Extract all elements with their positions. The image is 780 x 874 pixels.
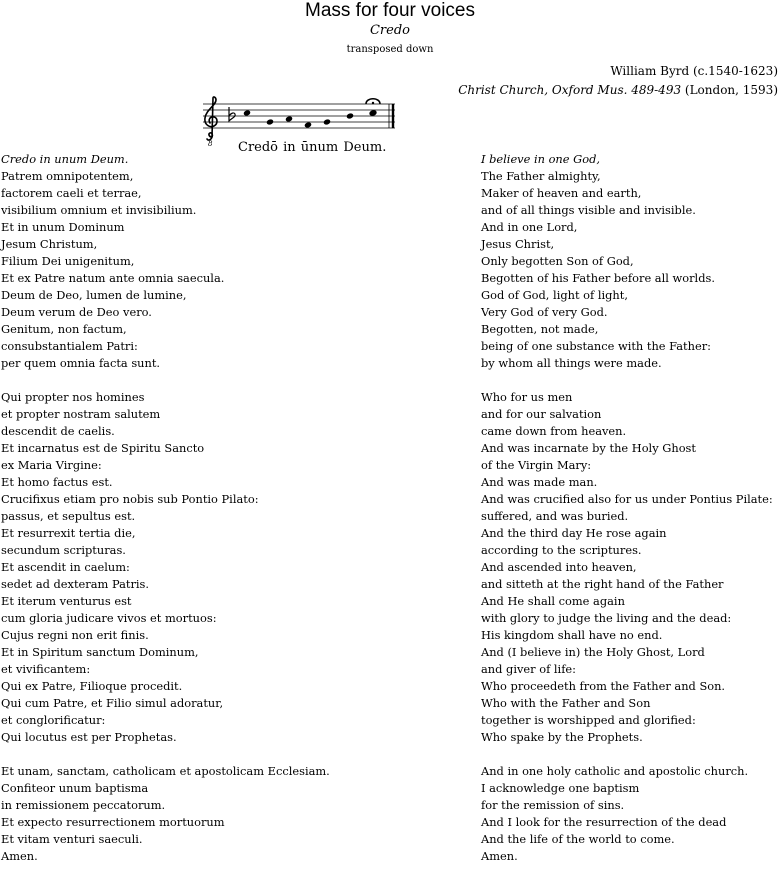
english-line: came down from heaven. — [481, 424, 627, 438]
english-line: Only begotten Son of God, — [481, 254, 634, 268]
composer-credit: William Byrd (c.1540-1623) — [610, 64, 778, 78]
latin-line: Crucifixus etiam pro nobis sub Pontio Pilato: — [1, 492, 259, 506]
latin-line: Deum de Deo, lumen de lumine, — [1, 288, 187, 302]
page-subtitle: Credo — [369, 23, 410, 38]
latin-line: cum gloria judicare vivos et mortuos: — [1, 611, 217, 625]
english-line: Begotten of his Father before all worlds. — [481, 271, 715, 285]
english-line: And He shall come again — [481, 594, 625, 608]
english-line: Maker of heaven and earth, — [481, 186, 642, 200]
latin-line: per quem omnia facta sunt. — [1, 356, 161, 370]
english-line: by whom all things were made. — [481, 356, 662, 370]
latin-line: Cujus regni non erit finis. — [1, 628, 149, 642]
english-line: And the life of the world to come. — [481, 832, 675, 846]
english-line: according to the scriptures. — [481, 543, 642, 557]
english-line: And ascended into heaven, — [481, 560, 637, 574]
latin-line: factorem caeli et terrae, — [1, 186, 142, 200]
octave-eight: 8 — [208, 140, 213, 148]
latin-line: Et homo factus est. — [1, 475, 113, 489]
english-line: and of all things visible and invisible. — [481, 203, 696, 217]
flat-icon — [229, 107, 235, 121]
incipit-notes — [243, 109, 378, 128]
english-line: together is worshipped and glorified: — [481, 713, 696, 727]
latin-line: Et expecto resurrectionem mortuorum — [1, 815, 225, 829]
latin-line: Qui propter nos homines — [1, 390, 145, 404]
latin-line: Qui ex Patre, Filioque procedit. — [1, 679, 183, 693]
english-line: and for our salvation — [481, 407, 602, 421]
latin-line: descendit de caelis. — [1, 424, 115, 438]
latin-line: Patrem omnipotentem, — [1, 169, 134, 183]
latin-line: ex Maria Virgine: — [1, 458, 102, 472]
english-line: with glory to judge the living and the dead: — [481, 611, 732, 625]
english-line: I believe in one God, — [481, 152, 601, 166]
latin-line: Qui locutus est per Prophetas. — [1, 730, 177, 744]
english-line: And in one holy catholic and apostolic church. — [481, 764, 749, 778]
latin-line: Confiteor unum baptisma — [1, 781, 149, 795]
english-line: And was crucified also for us under Pontius Pilate: — [481, 492, 773, 506]
latin-line: Et resurrexit tertia die, — [1, 526, 136, 540]
english-line — [481, 746, 773, 763]
latin-text-column — [1, 151, 330, 865]
latin-line: Filium Dei unigenitum, — [1, 254, 135, 268]
source-credit — [458, 82, 778, 98]
latin-line: Genitum, non factum, — [1, 322, 127, 336]
english-line: of the Virgin Mary: — [481, 458, 592, 472]
latin-line: sedet ad dexteram Patris. — [1, 577, 150, 591]
latin-line: Et iterum venturus est — [1, 594, 132, 608]
latin-line: Et in Spiritum sanctum Dominum, — [1, 645, 199, 659]
english-line: being of one substance with the Father: — [481, 339, 711, 353]
latin-line — [1, 746, 330, 763]
latin-line: Et vitam venturi saeculi. — [1, 832, 143, 846]
english-line — [481, 372, 773, 389]
english-line: And in one Lord, — [481, 220, 578, 234]
english-line: Who for us men — [481, 390, 573, 404]
latin-line: visibilium omnium et invisibilium. — [1, 203, 197, 217]
source-rest: (London, 1593) — [681, 83, 778, 97]
english-line: God of God, light of light, — [481, 288, 628, 302]
english-line: And was made man. — [481, 475, 598, 489]
latin-line: consubstantialem Patri: — [1, 339, 138, 353]
english-text-column — [481, 151, 773, 865]
latin-line: Et ex Patre natum ante omnia saecula. — [1, 271, 225, 285]
english-line: Who with the Father and Son — [481, 696, 651, 710]
incipit-lyric: Credō in ūnum Deum. — [238, 140, 387, 155]
latin-line: Et incarnatus est de Spiritu Sancto — [1, 441, 205, 455]
page-subsubtitle: transposed down — [346, 44, 434, 55]
latin-line: Et ascendit in caelum: — [1, 560, 130, 574]
note — [285, 115, 293, 122]
english-line: Who proceedeth from the Father and Son. — [481, 679, 726, 693]
latin-line: Credo in unum Deum. — [1, 152, 129, 166]
note — [304, 121, 312, 128]
english-line: Amen. — [481, 849, 518, 863]
note — [243, 109, 251, 116]
english-line: The Father almighty, — [481, 169, 601, 183]
latin-line: et propter nostram salutem — [1, 407, 161, 421]
latin-line: in remissionem peccatorum. — [1, 798, 166, 812]
english-line: and giver of life: — [481, 662, 576, 676]
english-line: His kingdom shall have no end. — [481, 628, 663, 642]
source-italic: Christ Church, Oxford Mus. 489-493 — [458, 83, 682, 97]
note — [323, 118, 331, 125]
latin-line: et conglorificatur: — [1, 713, 106, 727]
latin-line: Qui cum Patre, et Filio simul adoratur, — [1, 696, 224, 710]
english-line: And was incarnate by the Holy Ghost — [481, 441, 696, 455]
treble-clef-icon — [205, 97, 217, 140]
note — [346, 112, 354, 119]
latin-line: Amen. — [1, 849, 38, 863]
staff-lines — [203, 104, 395, 128]
english-line: Who spake by the Prophets. — [481, 730, 643, 744]
fermata-icon — [366, 99, 380, 104]
latin-line: Et unam, sanctam, catholicam et apostolicam Ecclesiam. — [1, 764, 330, 778]
note — [266, 118, 274, 125]
english-line: suffered, and was buried. — [481, 509, 629, 523]
english-line: And I look for the resurrection of the dead — [481, 815, 727, 829]
english-line: And (I believe in) the Holy Ghost, Lord — [481, 645, 705, 659]
english-line: And the third day He rose again — [481, 526, 667, 540]
latin-line: secundum scripturas. — [1, 543, 126, 557]
english-line: Very God of very God. — [481, 305, 608, 319]
latin-line: Deum verum de Deo vero. — [1, 305, 152, 319]
english-line: I acknowledge one baptism — [481, 781, 640, 795]
latin-line: passus, et sepultus est. — [1, 509, 136, 523]
latin-line — [1, 372, 330, 389]
latin-line: Jesum Christum, — [1, 237, 98, 251]
english-line: Begotten, not made, — [481, 322, 599, 336]
latin-line: et vivificantem: — [1, 662, 91, 676]
latin-line: Et in unum Dominum — [1, 220, 125, 234]
page-title: Mass for four voices — [305, 0, 475, 21]
english-line: Jesus Christ, — [481, 237, 555, 251]
english-line: and sitteth at the right hand of the Father — [481, 577, 724, 591]
english-line: for the remission of sins. — [481, 798, 625, 812]
